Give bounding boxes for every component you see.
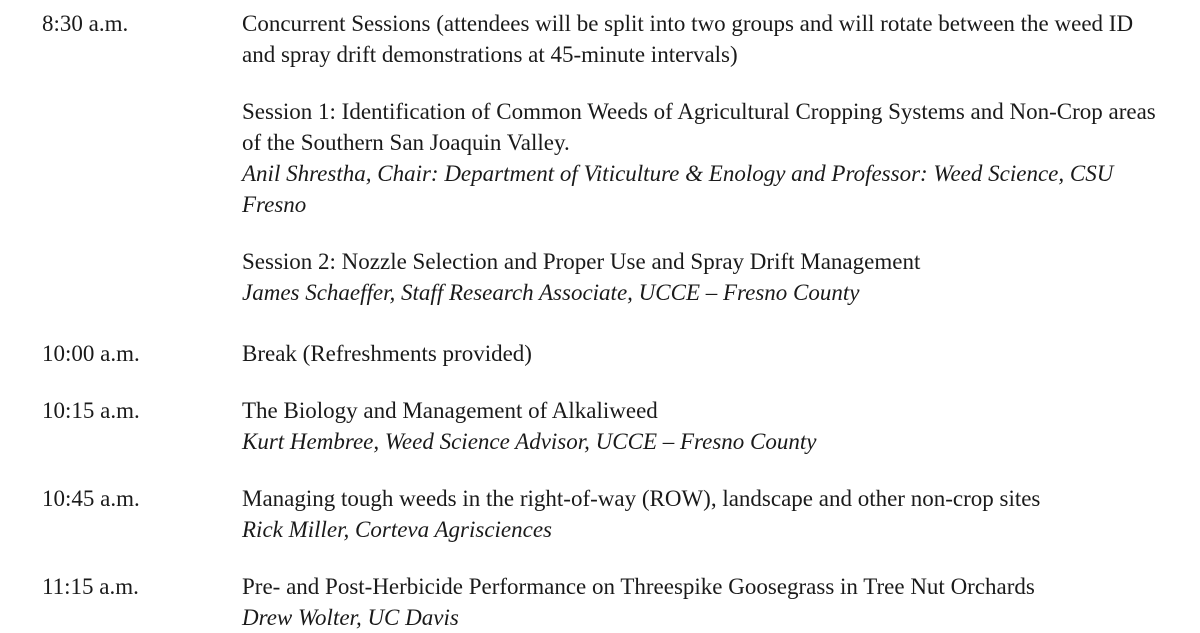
row-spacer-cell (20, 308, 242, 338)
agenda-description (242, 483, 1180, 545)
agenda-entry (242, 571, 1170, 633)
row-spacer (20, 457, 1180, 483)
row-spacer-cell (242, 369, 1180, 395)
agenda-entry (242, 96, 1170, 220)
row-spacer (20, 369, 1180, 395)
row-spacer-cell (242, 457, 1180, 483)
agenda-row (20, 395, 1180, 457)
agenda-row (20, 8, 1180, 308)
agenda-table (20, 8, 1180, 633)
row-spacer-cell (20, 369, 242, 395)
agenda-time: 10:45 a.m. (42, 486, 140, 511)
agenda-description (242, 338, 1180, 369)
entry-title: Session 2: Nozzle Selection and Proper Use and Spray Drift Management (242, 249, 921, 274)
agenda-row (20, 338, 1180, 369)
entry-speaker: James Schaeffer, Staff Research Associate, UCCE – Fresno County (242, 280, 860, 305)
agenda-entry (242, 8, 1170, 70)
agenda-description (242, 395, 1180, 457)
agenda-row (20, 571, 1180, 633)
entry-speaker: Drew Wolter, UC Davis (242, 605, 459, 630)
agenda-time: 10:00 a.m. (42, 341, 140, 366)
agenda-entry (242, 338, 1170, 369)
agenda-entry (242, 483, 1170, 545)
agenda-entry (242, 395, 1170, 457)
agenda-time: 11:15 a.m. (42, 574, 139, 599)
entry-title: Break (Refreshments provided) (242, 341, 532, 366)
agenda-time: 10:15 a.m. (42, 398, 140, 423)
entry-speaker: Kurt Hembree, Weed Science Advisor, UCCE – Fresno County (242, 429, 817, 454)
agenda-time: 8:30 a.m. (42, 11, 129, 36)
row-spacer-cell (20, 545, 242, 571)
entry-speaker: Anil Shrestha, Chair: Department of Viticulture & Enology and Professor: Weed Science, CSU Fresno (242, 161, 1114, 217)
row-spacer (20, 308, 1180, 338)
row-spacer-cell (242, 308, 1180, 338)
agenda-description (242, 8, 1180, 308)
row-spacer (20, 545, 1180, 571)
row-spacer-cell (242, 545, 1180, 571)
entry-title: Concurrent Sessions (attendees will be split into two groups and will rotate between the weed ID and spray drift demonstrations at 45-minute intervals) (242, 11, 1134, 67)
agenda-entry (242, 246, 1170, 308)
agenda-row (20, 483, 1180, 545)
row-spacer-cell (20, 457, 242, 483)
entry-title: Session 1: Identification of Common Weeds of Agricultural Cropping Systems and Non-Crop areas of the Southern San Joaquin Valley. (242, 99, 1156, 155)
entry-title: Pre- and Post-Herbicide Performance on Threespike Goosegrass in Tree Nut Orchards (242, 574, 1035, 599)
agenda-description (242, 571, 1180, 633)
entry-speaker: Rick Miller, Corteva Agrisciences (242, 517, 552, 542)
entry-title: Managing tough weeds in the right-of-way (ROW), landscape and other non-crop sites (242, 486, 1041, 511)
entry-title: The Biology and Management of Alkaliweed (242, 398, 658, 423)
